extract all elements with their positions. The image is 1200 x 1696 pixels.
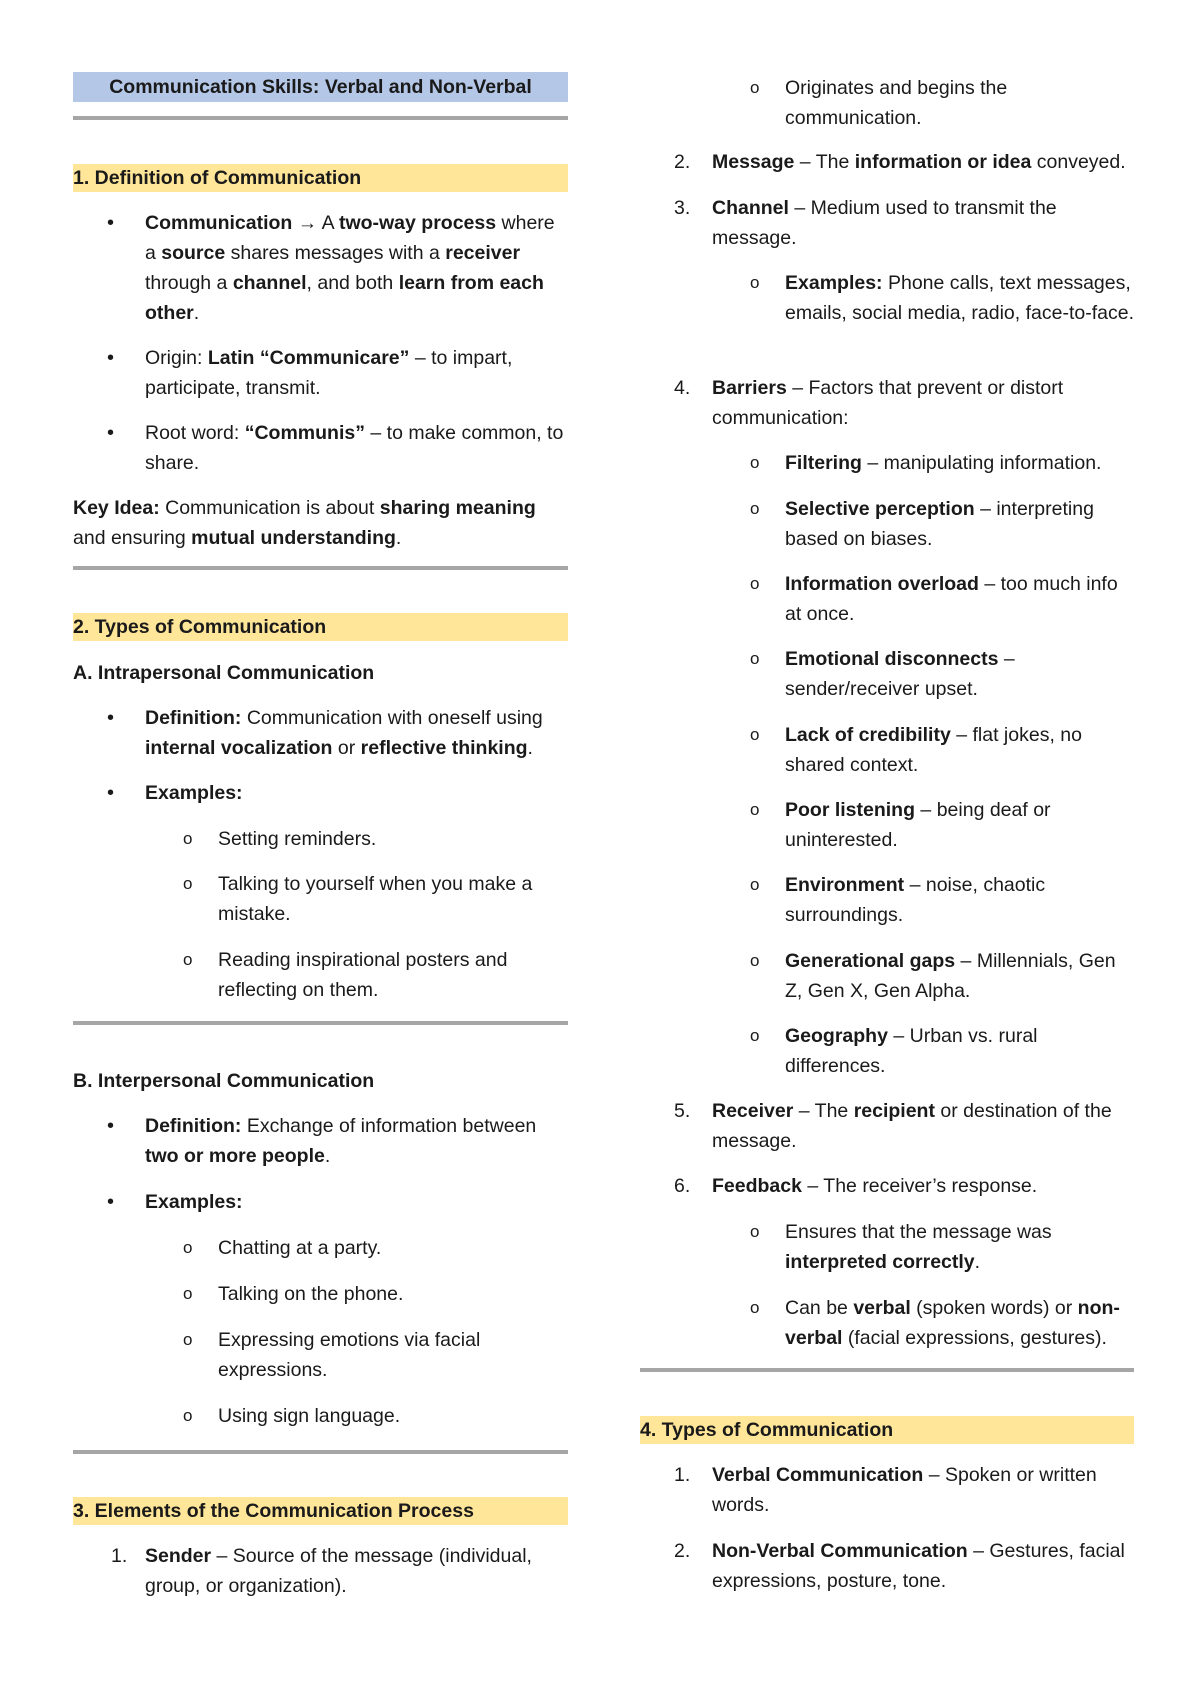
- term: Receiver: [712, 1100, 794, 1122]
- text: .: [527, 737, 533, 759]
- bullet-marker: •: [107, 1115, 115, 1137]
- list-item: [73, 824, 568, 854]
- list-item: [73, 1187, 568, 1217]
- term: Feedback: [712, 1175, 802, 1197]
- text: Communication with oneself using: [241, 707, 543, 729]
- barrier-item: [640, 644, 1134, 704]
- text: – flat jokes, no shared context.: [785, 724, 1082, 776]
- number-marker: 5.: [674, 1100, 691, 1122]
- list-item: [73, 1325, 568, 1385]
- circle-marker: o: [183, 950, 193, 969]
- sub-item-text: Originates and begins the communication.: [785, 77, 1008, 129]
- circle-marker: o: [183, 874, 193, 893]
- term: non-verbal: [785, 1297, 1120, 1349]
- divider: [640, 1368, 1134, 1372]
- bullet-marker: •: [107, 347, 115, 369]
- text: – sender/receiver upset.: [785, 648, 1015, 700]
- term: Latin “Communicare”: [207, 347, 410, 369]
- example-text: Chatting at a party.: [218, 1237, 382, 1259]
- circle-marker: o: [750, 1222, 760, 1241]
- section-heading-definition: 1. Definition of Communication: [73, 164, 568, 192]
- term: “Communis”: [244, 422, 365, 444]
- bullet-marker: •: [107, 212, 115, 234]
- text: – Factors that prevent or distort communication:: [712, 377, 1064, 429]
- circle-marker: o: [750, 273, 760, 292]
- divider: [73, 1021, 568, 1025]
- text: – manipulating information.: [861, 452, 1102, 474]
- barrier-item: [640, 946, 1134, 1006]
- text: – The receiver’s response.: [801, 1175, 1038, 1197]
- term: receiver: [445, 242, 521, 264]
- circle-marker: o: [750, 453, 760, 472]
- text: .: [974, 1251, 981, 1273]
- subsection-title: B. Interpersonal Communication: [73, 1070, 375, 1092]
- list-item: [73, 1279, 568, 1309]
- text: – to impart, participate, transmit.: [145, 347, 513, 399]
- list-item: [640, 147, 1134, 177]
- text: and ensuring: [73, 527, 192, 549]
- example-text: Talking to yourself when you make a mistake.: [218, 873, 533, 925]
- key-idea: [73, 493, 568, 553]
- list-item: [73, 1233, 568, 1263]
- section-heading-elements: 3. Elements of the Communication Process: [73, 1497, 568, 1525]
- list-item: [640, 1536, 1134, 1596]
- term: Barriers: [712, 377, 787, 399]
- text: .: [324, 1145, 331, 1167]
- bullet-marker: •: [107, 422, 115, 444]
- barrier-item: [640, 720, 1134, 780]
- list-item: [640, 1171, 1134, 1201]
- list-item: [73, 343, 568, 403]
- circle-marker: o: [750, 725, 760, 744]
- term: interpreted correctly: [785, 1251, 975, 1273]
- term: verbal: [853, 1297, 911, 1319]
- circle-marker: o: [183, 829, 193, 848]
- number-marker: 4.: [674, 377, 691, 399]
- divider: [73, 116, 568, 120]
- term: two or more people: [145, 1145, 325, 1167]
- section-heading-types-2: 4. Types of Communication: [640, 1416, 1134, 1444]
- text: – Millennials, Gen Z, Gen X, Gen Alpha.: [785, 950, 1116, 1002]
- text: through a: [145, 272, 233, 294]
- number-marker: 1.: [111, 1545, 128, 1567]
- text: – Urban vs. rural differences.: [785, 1025, 1038, 1077]
- list-item: [73, 778, 568, 808]
- subsection-title: A. Intrapersonal Communication: [73, 662, 375, 684]
- text: Origin:: [145, 347, 208, 369]
- example-text: Expressing emotions via facial expressions.: [218, 1329, 481, 1381]
- circle-marker: o: [750, 649, 760, 668]
- bullet-marker: •: [107, 782, 115, 804]
- term: Generational gaps: [785, 950, 956, 972]
- text: or destination of the message.: [712, 1100, 1112, 1152]
- term: Information overload: [785, 573, 979, 595]
- circle-marker: o: [750, 951, 760, 970]
- term: Environment: [785, 874, 905, 896]
- term: channel: [232, 272, 307, 294]
- text: , and both: [306, 272, 399, 294]
- list-item: [640, 1096, 1134, 1156]
- number-marker: 6.: [674, 1175, 691, 1197]
- barrier-item: [640, 1021, 1134, 1081]
- text: – too much info at once.: [785, 573, 1118, 625]
- text: or: [332, 737, 361, 759]
- circle-marker: o: [183, 1238, 193, 1257]
- text: (spoken words) or: [910, 1297, 1078, 1319]
- term: two-way process: [338, 212, 497, 234]
- term: Selective perception: [785, 498, 975, 520]
- text: – The: [794, 151, 855, 173]
- list-item: [73, 703, 568, 763]
- term: Message: [712, 151, 795, 173]
- term: Key Idea:: [73, 497, 160, 519]
- term: Non-Verbal Communication: [712, 1540, 968, 1562]
- text: Phone calls, text messages, emails, social media, radio, face-to-face.: [785, 272, 1134, 324]
- circle-marker: o: [750, 1026, 760, 1045]
- text: Exchange of information between: [241, 1115, 537, 1137]
- list-item: [73, 1111, 568, 1171]
- divider: [73, 1450, 568, 1454]
- list-item: [73, 418, 568, 478]
- term: internal vocalization: [145, 737, 333, 759]
- text: .: [395, 527, 402, 549]
- list-item: [640, 193, 1134, 253]
- text: – Spoken or written words.: [712, 1464, 1097, 1516]
- circle-marker: o: [750, 800, 760, 819]
- circle-marker: o: [750, 574, 760, 593]
- document-title: Communication Skills: Verbal and Non-Verbal: [73, 72, 568, 102]
- term: recipient: [853, 1100, 935, 1122]
- term: Communication: [145, 212, 293, 234]
- section-heading-types: 2. Types of Communication: [73, 613, 568, 641]
- circle-marker: o: [750, 875, 760, 894]
- text: – Source of the message (individual, group, or organization).: [145, 1545, 532, 1597]
- list-item: [73, 1541, 568, 1601]
- list-item: [640, 1460, 1134, 1520]
- term: Filtering: [785, 452, 862, 474]
- list-item: [640, 373, 1134, 433]
- list-item: [73, 1401, 568, 1431]
- text: shares messages with a: [225, 242, 446, 264]
- number-marker: 3.: [674, 197, 691, 219]
- term: Examples:: [785, 272, 883, 294]
- term: information or idea: [854, 151, 1032, 173]
- text: Can be: [785, 1297, 854, 1319]
- term: Channel: [712, 197, 789, 219]
- barrier-item: [640, 494, 1134, 554]
- circle-marker: o: [183, 1406, 193, 1425]
- term: learn from each other: [145, 272, 544, 324]
- term: source: [161, 242, 226, 264]
- term: Emotional disconnects: [785, 648, 999, 670]
- term: Definition:: [145, 1115, 242, 1137]
- example-text: Using sign language.: [218, 1405, 401, 1427]
- text: (facial expressions, gestures).: [842, 1327, 1107, 1349]
- term: Lack of credibility: [785, 724, 951, 746]
- text: – to make common, to share.: [145, 422, 564, 474]
- term: Examples:: [145, 1191, 243, 1213]
- text: .: [193, 302, 200, 324]
- list-item: [73, 869, 568, 929]
- bullet-marker: •: [107, 1191, 115, 1213]
- term: reflective thinking: [360, 737, 528, 759]
- number-marker: 2.: [674, 151, 691, 173]
- barrier-item: [640, 870, 1134, 930]
- term: mutual understanding: [191, 527, 396, 549]
- text: Ensures that the message was: [785, 1221, 1052, 1243]
- list-item: [73, 208, 568, 328]
- example-text: Reading inspirational posters and reflecting on them.: [218, 949, 508, 1001]
- text: – Medium used to transmit the message.: [712, 197, 1057, 249]
- list-item: [640, 73, 1134, 133]
- list-item: [640, 1293, 1134, 1353]
- circle-marker: o: [750, 78, 760, 97]
- divider: [73, 566, 568, 570]
- text: Root word:: [145, 422, 245, 444]
- example-text: Talking on the phone.: [218, 1283, 404, 1305]
- circle-marker: o: [183, 1284, 193, 1303]
- term: Examples:: [145, 782, 243, 804]
- barrier-item: [640, 795, 1134, 855]
- number-marker: 1.: [674, 1464, 691, 1486]
- term: Poor listening: [785, 799, 916, 821]
- text: – Gestures, facial expressions, posture, tone.: [712, 1540, 1125, 1592]
- term: sharing meaning: [379, 497, 536, 519]
- example-text: Setting reminders.: [218, 828, 377, 850]
- text: – The: [793, 1100, 854, 1122]
- term: Verbal Communication: [712, 1464, 924, 1486]
- text: – noise, chaotic surroundings.: [785, 874, 1046, 926]
- list-item: [640, 268, 1134, 328]
- text: Communication is about: [159, 497, 380, 519]
- text: where a: [145, 212, 555, 264]
- circle-marker: o: [183, 1330, 193, 1349]
- text: conveyed.: [1031, 151, 1126, 173]
- number-marker: 2.: [674, 1540, 691, 1562]
- text: – interpreting based on biases.: [785, 498, 1094, 550]
- list-item: [73, 945, 568, 1005]
- term: Sender: [145, 1545, 212, 1567]
- term: Definition:: [145, 707, 242, 729]
- circle-marker: o: [750, 1298, 760, 1317]
- circle-marker: o: [750, 499, 760, 518]
- text: – being deaf or uninterested.: [785, 799, 1051, 851]
- barrier-item: [640, 448, 1134, 478]
- barrier-item: [640, 569, 1134, 629]
- term: Geography: [785, 1025, 888, 1047]
- text: → A: [292, 212, 339, 234]
- bullet-marker: •: [107, 707, 115, 729]
- list-item: [640, 1217, 1134, 1277]
